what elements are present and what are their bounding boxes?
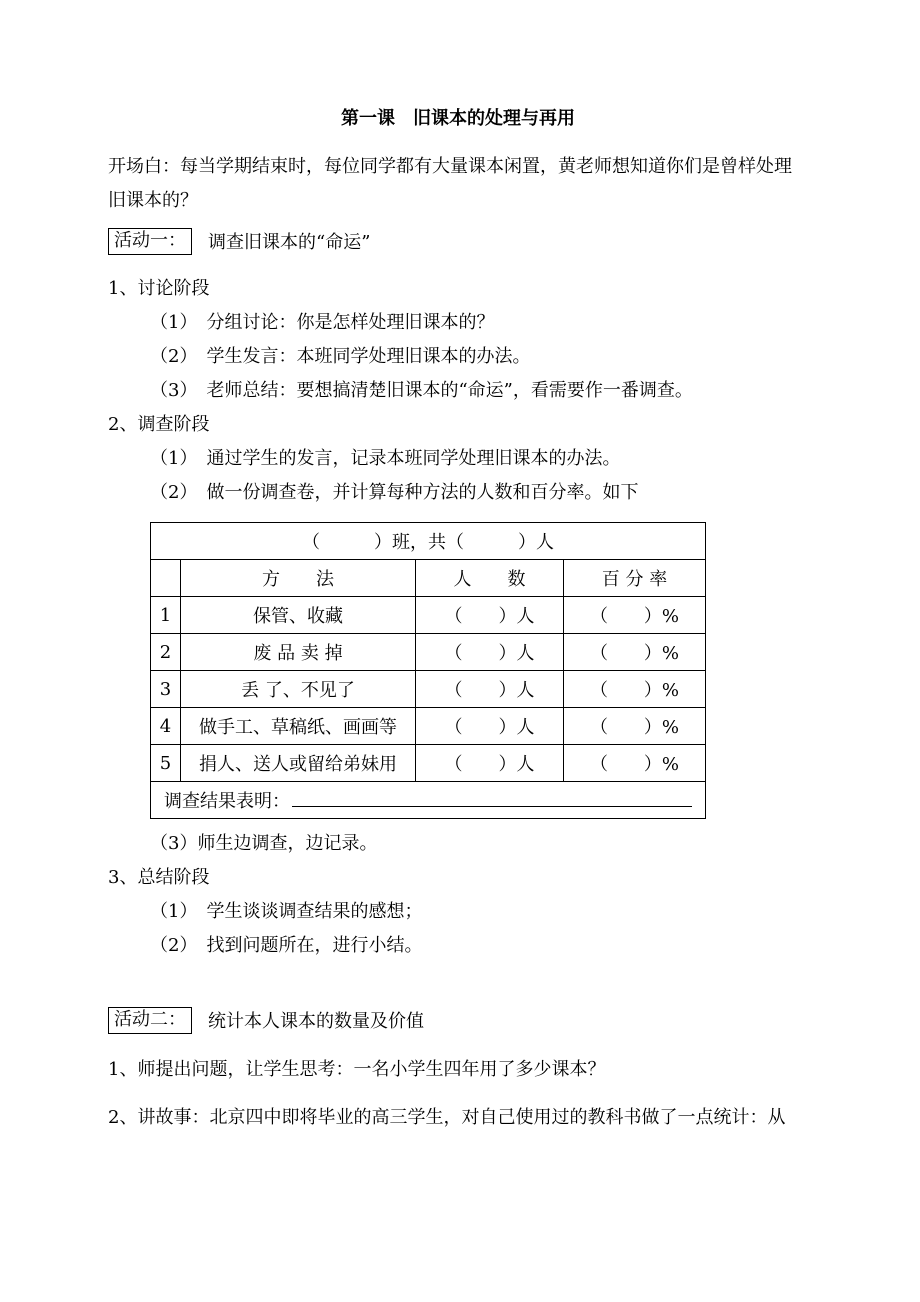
phase2-item-2: （2） 做一份调查卷，并计算每种方法的人数和百分率。如下 bbox=[150, 482, 639, 503]
table-caption: （ ）班，共（ ）人 bbox=[151, 523, 706, 560]
row-method: 废 品 卖 掉 bbox=[181, 634, 416, 671]
phase2-item-1: （1） 通过学生的发言，记录本班同学处理旧课本的办法。 bbox=[150, 448, 621, 469]
closing-line-1: 1、师提出问题，让学生思考：一名小学生四年用了多少课本？ bbox=[108, 1059, 606, 1080]
phase3-item-2: （2） 找到问题所在，进行小结。 bbox=[150, 935, 423, 956]
activity2-header bbox=[108, 1005, 808, 1035]
phase1-item-3: （3） 老师总结：要想搞清楚旧课本的“命运”，看需要作一番调查。 bbox=[150, 380, 693, 401]
table-row bbox=[151, 745, 706, 782]
table-caption-row bbox=[151, 523, 706, 560]
row-no: 2 bbox=[151, 634, 181, 671]
table-row bbox=[151, 671, 706, 708]
row-count: （ ）人 bbox=[416, 634, 564, 671]
col-header-percent: 百 分 率 bbox=[564, 560, 706, 597]
row-method: 丢 了、不见了 bbox=[181, 671, 416, 708]
col-header-count: 人 数 bbox=[416, 560, 564, 597]
phase2-heading: 2、调查阶段 bbox=[108, 414, 210, 435]
table-row bbox=[151, 708, 706, 745]
row-percent: （ ）% bbox=[564, 671, 706, 708]
activity1-title: 调查旧课本的“命运” bbox=[208, 232, 371, 253]
table-row bbox=[151, 597, 706, 634]
table-header-row bbox=[151, 560, 706, 597]
survey-table bbox=[150, 522, 706, 819]
col-header-method: 方 法 bbox=[181, 560, 416, 597]
row-percent: （ ）% bbox=[564, 745, 706, 782]
row-percent: （ ）% bbox=[564, 597, 706, 634]
row-no: 5 bbox=[151, 745, 181, 782]
page-title: 第一课 旧课本的处理与再用 bbox=[341, 108, 575, 129]
phase2-item-3: （3）师生边调查，边记录。 bbox=[150, 833, 378, 854]
fill-in-blank-line bbox=[292, 787, 692, 807]
activity2-title: 统计本人课本的数量及价值 bbox=[208, 1011, 424, 1032]
phase3-heading: 3、总结阶段 bbox=[108, 867, 210, 888]
table-row bbox=[151, 634, 706, 671]
row-method: 捐人、送人或留给弟妹用 bbox=[181, 745, 416, 782]
phase1-item-2: （2） 学生发言：本班同学处理旧课本的办法。 bbox=[150, 346, 531, 367]
row-count: （ ）人 bbox=[416, 708, 564, 745]
row-no: 4 bbox=[151, 708, 181, 745]
activity2-box-label: 活动二： bbox=[108, 1007, 192, 1034]
survey-result-label: 调查结果表明： bbox=[164, 791, 290, 812]
row-count: （ ）人 bbox=[416, 745, 564, 782]
activity1-box-label: 活动一： bbox=[108, 228, 192, 255]
table-footer-row bbox=[151, 782, 706, 819]
row-method: 做手工、草稿纸、画画等 bbox=[181, 708, 416, 745]
activity1-header bbox=[108, 226, 808, 256]
phase1-item-1: （1） 分组讨论：你是怎样处理旧课本的？ bbox=[150, 312, 495, 333]
phase3-item-1: （1） 学生谈谈调查结果的感想； bbox=[150, 901, 423, 922]
table-footer-cell bbox=[151, 782, 706, 819]
row-no: 3 bbox=[151, 671, 181, 708]
closing-line-2: 2、讲故事：北京四中即将毕业的高三学生，对自己使用过的教科书做了一点统计：从 bbox=[108, 1107, 786, 1128]
row-percent: （ ）% bbox=[564, 634, 706, 671]
row-count: （ ）人 bbox=[416, 671, 564, 708]
col-header-no bbox=[151, 560, 181, 597]
row-percent: （ ）% bbox=[564, 708, 706, 745]
phase1-heading: 1、讨论阶段 bbox=[108, 278, 210, 299]
row-method: 保管、收藏 bbox=[181, 597, 416, 634]
row-count: （ ）人 bbox=[416, 597, 564, 634]
intro-paragraph: 开场白：每当学期结束时，每位同学都有大量课本闲置，黄老师想知道你们是曾样处理旧课本的？ bbox=[108, 156, 792, 211]
row-no: 1 bbox=[151, 597, 181, 634]
